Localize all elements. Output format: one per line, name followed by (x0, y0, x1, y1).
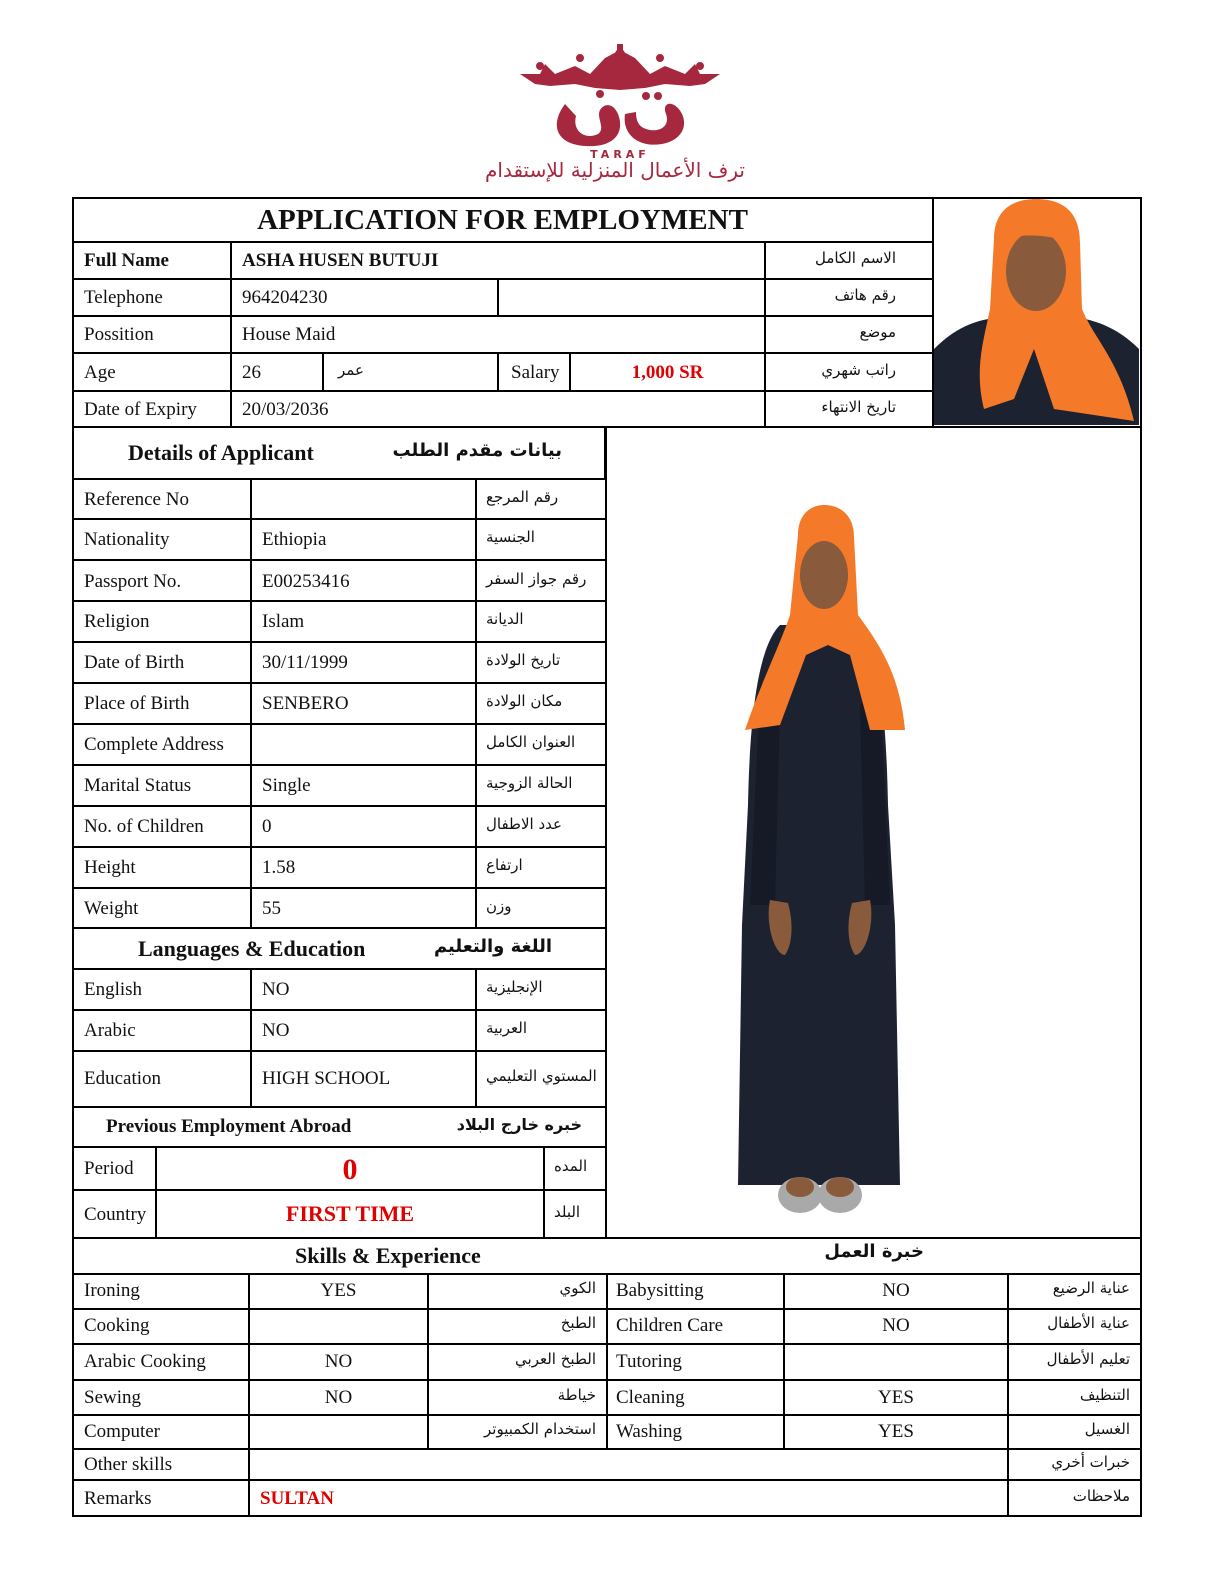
skill-label: Ironing (84, 1280, 140, 1301)
language-label-ar: العربية (486, 1019, 527, 1037)
salary-label: Salary (511, 362, 560, 383)
skill-label-ar: الكوي (559, 1279, 596, 1297)
skill-label-ar: خياطة (557, 1386, 596, 1404)
other-skills-label-ar: خبرات أخري (1051, 1453, 1130, 1471)
skill-value: NO (324, 1387, 353, 1408)
detail-label-ar: عدد الاطفال (486, 815, 562, 833)
position-label: Possition (84, 324, 154, 345)
language-label-ar: المستوي التعليمي (486, 1067, 597, 1085)
skill-label-ar: الطبخ العربي (515, 1350, 596, 1368)
detail-value: E00253416 (262, 571, 350, 592)
age-label: Age (84, 362, 116, 383)
skill-label-ar: عناية الأطفال (1047, 1314, 1130, 1332)
remarks-label: Remarks (84, 1488, 152, 1509)
detail-label: Height (84, 857, 136, 878)
skill-label-ar: عناية الرضيع (1052, 1279, 1130, 1297)
detail-label-ar: رقم جواز السفر (486, 570, 587, 588)
language-label: English (84, 979, 143, 1000)
brand-latin-name: TARAF (590, 148, 650, 161)
language-value: HIGH SCHOOL (262, 1068, 391, 1089)
skill-label: Cleaning (616, 1387, 685, 1408)
expiry-label-ar: تاريخ الانتهاء (821, 398, 896, 416)
previous-employment-title: Previous Employment Abroad (106, 1116, 352, 1137)
detail-label-ar: مكان الولادة (486, 692, 563, 710)
skill-value: YES (878, 1421, 914, 1442)
skill-label: Sewing (84, 1387, 141, 1408)
language-value: NO (262, 979, 290, 1000)
skill-label: Arabic Cooking (84, 1351, 206, 1372)
previous-employment-title-ar: خبره خارج البلاد (456, 1115, 582, 1134)
applicant-full-body-photo (720, 505, 920, 1220)
skill-label-ar: الطبخ (560, 1314, 596, 1332)
detail-label: Passport No. (84, 571, 182, 592)
applicant-portrait-photo (934, 199, 1139, 425)
details-section-title-ar: بيانات مقدم الطلب (392, 440, 562, 461)
detail-label: No. of Children (84, 816, 204, 837)
detail-value: Ethiopia (262, 529, 327, 550)
skill-label-ar: التنظيف (1079, 1386, 1130, 1404)
skill-value: NO (882, 1315, 910, 1336)
skill-label: Cooking (84, 1315, 150, 1336)
skill-label: Washing (616, 1421, 683, 1442)
full-name-value: ASHA HUSEN BUTUJI (242, 250, 439, 271)
skill-label: Tutoring (616, 1351, 682, 1372)
detail-value: 30/11/1999 (262, 652, 348, 673)
skill-label-ar: الغسيل (1084, 1420, 1130, 1438)
languages-section-title-ar: اللغة والتعليم (433, 936, 552, 957)
country-label: Country (84, 1204, 147, 1225)
detail-label: Reference No (84, 489, 189, 510)
skill-value: NO (882, 1280, 910, 1301)
skill-value: YES (320, 1280, 357, 1301)
skill-value: NO (324, 1351, 353, 1372)
form-title: APPLICATION FOR EMPLOYMENT (257, 204, 748, 236)
brand-arabic-name: ترف الأعمال المنزلية للإستقدام (485, 158, 745, 182)
skill-label-ar: استخدام الكمبيوتر (484, 1420, 596, 1438)
full-name-label: Full Name (84, 250, 169, 271)
position-value: House Maid (242, 324, 336, 345)
detail-value: Single (262, 775, 311, 796)
position-label-ar: موضع (859, 323, 896, 341)
detail-value: 1.58 (262, 857, 296, 878)
detail-label-ar: وزن (486, 897, 512, 915)
language-label-ar: الإنجليزية (486, 978, 543, 996)
detail-value: 55 (262, 898, 281, 919)
period-value: 0 (342, 1153, 358, 1186)
period-label-ar: المده (554, 1157, 588, 1175)
skills-section-title: Skills & Experience (295, 1243, 481, 1268)
language-label: Education (84, 1068, 162, 1089)
skill-value: YES (878, 1387, 914, 1408)
detail-label: Marital Status (84, 775, 192, 796)
detail-label-ar: الديانة (486, 610, 524, 628)
skill-label: Computer (84, 1421, 160, 1442)
age-value: 26 (242, 362, 261, 383)
languages-section-title: Languages & Education (138, 936, 366, 961)
expiry-label: Date of Expiry (84, 399, 197, 420)
detail-label: Religion (84, 611, 150, 632)
skill-label-ar: تعليم الأطفال (1046, 1350, 1130, 1368)
detail-label: Place of Birth (84, 693, 190, 714)
language-value: NO (262, 1020, 290, 1041)
skills-section-title-ar: خبرة العمل (824, 1241, 924, 1262)
detail-label: Weight (84, 898, 139, 919)
skill-label: Children Care (616, 1315, 724, 1336)
salary-label-ar: راتب شهري (821, 361, 896, 379)
period-label: Period (84, 1158, 134, 1179)
detail-label-ar: الجنسية (486, 528, 535, 546)
skill-label: Babysitting (616, 1280, 704, 1301)
age-label-ar: عمر (338, 361, 364, 379)
detail-label-ar: الحالة الزوجية (486, 774, 573, 792)
remarks-label-ar: ملاحظات (1072, 1487, 1130, 1505)
detail-value: Islam (262, 611, 305, 632)
detail-label-ar: ارتفاع (486, 856, 523, 874)
country-value: FIRST TIME (285, 1201, 415, 1226)
detail-label: Complete Address (84, 734, 224, 755)
expiry-value: 20/03/2036 (242, 399, 329, 420)
detail-value: SENBERO (262, 693, 349, 714)
details-section-title: Details of Applicant (128, 440, 314, 465)
remarks-value: SULTAN (260, 1488, 334, 1509)
detail-label-ar: العنوان الكامل (486, 733, 576, 751)
detail-label: Date of Birth (84, 652, 185, 673)
detail-value: 0 (262, 816, 272, 837)
country-label-ar: البلد (554, 1203, 581, 1221)
full-name-label-ar: الاسم الكامل (814, 249, 896, 267)
other-skills-label: Other skills (84, 1454, 173, 1475)
detail-label-ar: رقم المرجع (486, 488, 559, 506)
telephone-value: 964204230 (242, 287, 328, 308)
language-label: Arabic (84, 1020, 136, 1041)
salary-value: 1,000 SR (631, 362, 704, 383)
detail-label-ar: تاريخ الولادة (486, 651, 561, 669)
telephone-label-ar: رقم هاتف (834, 286, 896, 304)
detail-label: Nationality (84, 529, 170, 550)
telephone-label: Telephone (84, 287, 163, 308)
